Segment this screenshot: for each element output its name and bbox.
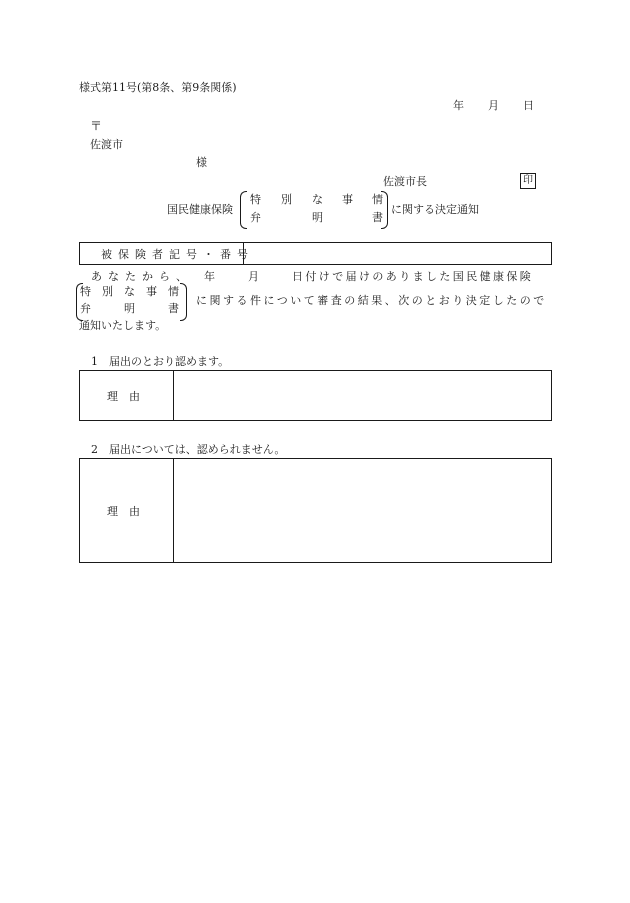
- insured-number-label: 被保険者記号・番号: [101, 248, 254, 261]
- section2-heading: 2 届出については、認められません。: [91, 443, 286, 456]
- issuer-name: 佐渡市長: [383, 175, 427, 188]
- section1-reason-label: 理 由: [107, 390, 140, 403]
- body-line3: 通知いたします。: [79, 319, 167, 332]
- seal-mark: 印: [520, 173, 536, 189]
- date-month: 月: [488, 99, 499, 112]
- body-year: 年: [204, 270, 215, 283]
- date-year: 年: [453, 99, 464, 112]
- form-number: 様式第11号(第8条、第9条関係): [79, 81, 237, 94]
- recipient-honorific: 様: [196, 156, 207, 169]
- body-bracket-right: [180, 283, 187, 321]
- recipient-address: 佐渡市: [90, 138, 123, 151]
- body-line1-end: 日付けで届けのありました国民健康保険: [292, 270, 534, 283]
- section1-heading: 1 届出のとおり認めます。: [91, 355, 230, 368]
- body-line1-start: あなたから、: [91, 270, 193, 283]
- section2-reason-box: [79, 458, 552, 563]
- date-day: 日: [523, 99, 534, 112]
- postal-mark: 〒: [90, 119, 103, 133]
- section2-reason-label: 理 由: [107, 505, 140, 518]
- title-prefix: 国民健康保険: [167, 203, 233, 216]
- title-bracket-right: [381, 191, 388, 229]
- title-bracket-left: [240, 191, 247, 229]
- insured-number-row: [79, 242, 552, 265]
- section1-reason-box: [79, 370, 552, 421]
- body-month: 月: [248, 270, 259, 283]
- body-line2-end: に関する件について審査の結果、次のとおり決定したので: [196, 294, 547, 307]
- title-suffix: に関する決定通知: [391, 203, 479, 216]
